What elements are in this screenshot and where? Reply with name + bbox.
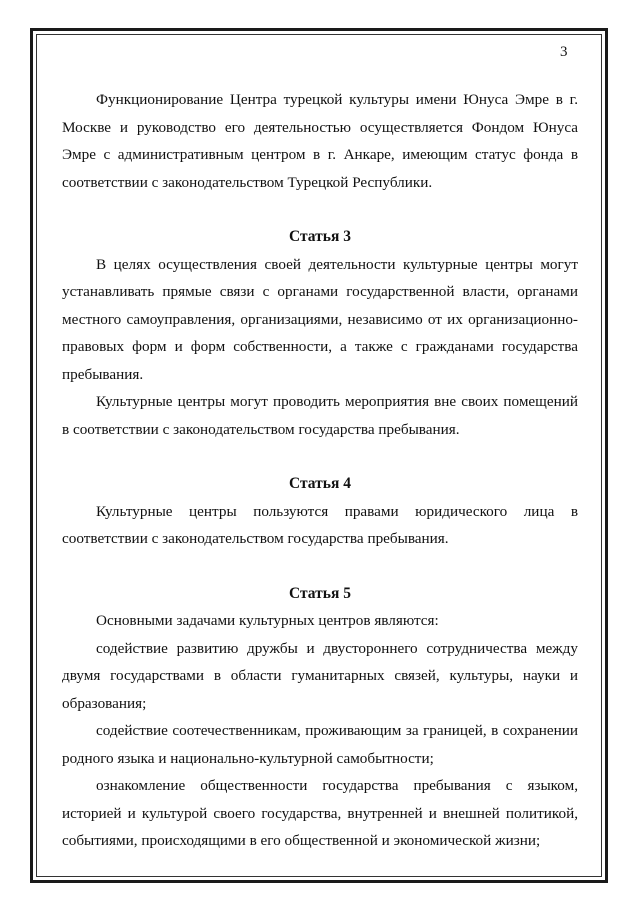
article-4-paragraph: Культурные центры пользуются правами юридического лица в соответствии с законодательством государства пребывания.	[62, 502, 578, 547]
article-3-paragraph: Культурные центры могут проводить мероприятия вне своих помещений в соответствии с законодательством государства пребывания.	[62, 393, 578, 438]
article-3-paragraph: В целях осуществления своей деятельности культурные центры могут устанавливать прямые связи с органами государственной власти, органами местного самоуправления, организациями, независимо от их организационно-правовых форм и форм собственности, а также с гражданами государства пребывания.	[62, 255, 578, 383]
article-5-paragraph: ознакомление общественности государства пребывания с языком, историей и культурой своего государства, внутренней и внешней политикой, событиями, происходящими в его общественной и экономической жизни;	[62, 777, 578, 849]
intro-paragraph: Функционирование Центра турецкой культуры имени Юнуса Эмре в г. Москве и руководство его деятельностью осуществляется Фондом Юнуса Эмре с административным центром в г. Анкаре, имеющим статус фонда в соответствии с законодательством Турецкой Республики.	[62, 91, 578, 191]
article-5-paragraph: содействие соотечественникам, проживающим за границей, в сохранении родного языка и национально-культурной самобытности;	[62, 722, 578, 767]
article-4-title: Статья 4	[289, 475, 351, 492]
document-body	[62, 86, 578, 855]
page-number: 3	[560, 44, 568, 60]
article-5-paragraph: Основными задачами культурных центров являются:	[96, 612, 439, 629]
article-5-title: Статья 5	[289, 584, 351, 602]
article-3-title: Статья 3	[289, 228, 351, 245]
article-5-paragraph: содействие развитию дружбы и двустороннего сотрудничества между двумя государствами в области гуманитарных связей, культуры, науки и образования;	[62, 639, 578, 712]
